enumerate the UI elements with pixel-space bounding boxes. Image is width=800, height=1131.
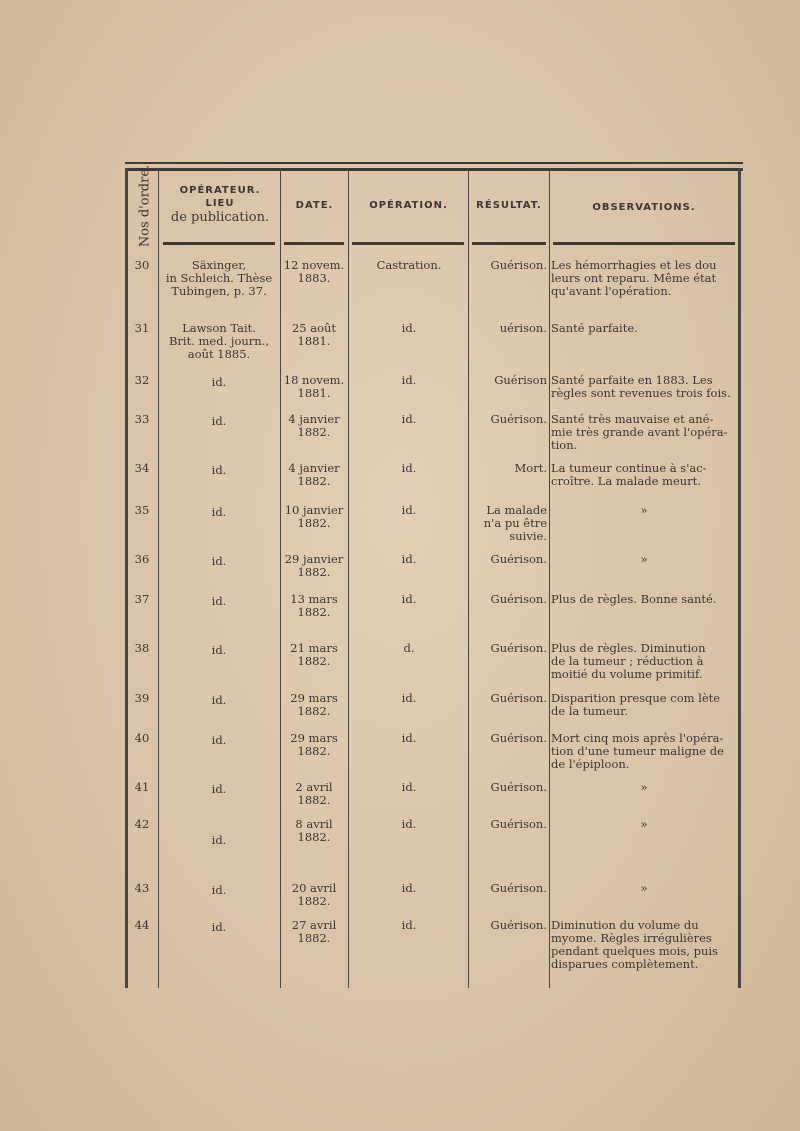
row-date: 29 mars 1882. (290, 731, 338, 758)
row-operateur: Lawson Tait. Brit. med. journ., août 1885. (168, 321, 270, 361)
row-operateur: Säxinger, in Schleich. Thèse Tubingen, p. 37. (165, 258, 273, 298)
observation-table (125, 162, 743, 988)
column-divider (158, 168, 159, 988)
row-date: 2 avril 1882. (295, 780, 333, 807)
row-operation: Castration. (376, 258, 442, 272)
row-operateur: id. (211, 782, 227, 796)
row-date: 29 mars 1882. (290, 691, 338, 718)
row-resultat: Guérison. (490, 592, 547, 606)
row-observations: Santé très mauvaise et ané- mie très grande avant l'opéra- tion. (551, 412, 728, 452)
column-divider (549, 168, 550, 988)
row-observations: » (640, 552, 648, 566)
header-date: DATE. (295, 200, 334, 211)
row-observations: Plus de règles. Bonne santé. (551, 592, 717, 606)
row-operateur: id. (211, 554, 227, 568)
row-resultat: Guérison. (490, 731, 547, 745)
row-number: 38 (134, 641, 150, 655)
row-number: 34 (134, 461, 150, 475)
row-operateur: id. (211, 883, 227, 897)
header-rule (553, 242, 735, 245)
row-operation: d. (403, 641, 415, 655)
header-rule (352, 242, 464, 245)
row-observations: Plus de règles. Diminution de la tumeur ; réduction à moitié du volume primitif. (551, 641, 706, 681)
row-resultat: Guérison. (490, 918, 547, 932)
row-resultat: Guérison. (490, 881, 547, 895)
row-operation: id. (401, 321, 417, 335)
row-number: 36 (134, 552, 150, 566)
row-observations: » (640, 881, 648, 895)
row-number: 42 (134, 817, 150, 831)
row-observations: » (640, 503, 648, 517)
column-divider (738, 168, 741, 988)
row-operation: id. (401, 817, 417, 831)
row-number: 43 (134, 881, 150, 895)
row-resultat: Guérison. (490, 641, 547, 655)
column-divider (125, 168, 128, 988)
row-observations: Disparition presque com lète de la tumeur. (551, 691, 721, 718)
row-number: 41 (134, 780, 150, 794)
row-operateur: id. (211, 463, 227, 477)
row-date: 25 août 1881. (291, 321, 337, 348)
row-resultat: Guérison. (490, 258, 547, 272)
row-operateur: id. (211, 693, 227, 707)
header-rule (163, 242, 275, 245)
row-operation: id. (401, 552, 417, 566)
row-operation: id. (401, 592, 417, 606)
row-date: 12 novem. 1883. (283, 258, 345, 285)
row-date: 27 avril 1882. (291, 918, 337, 945)
row-operateur: id. (211, 920, 227, 934)
row-operateur: id. (211, 594, 227, 608)
row-date: 21 mars 1882. (290, 641, 338, 668)
table-top-rule-thick (125, 168, 743, 171)
table-top-rule (125, 162, 743, 164)
row-date: 13 mars 1882. (290, 592, 338, 619)
row-observations: Mort cinq mois après l'opéra- tion d'une tumeur maligne de de l'épiploon. (551, 731, 724, 771)
row-operateur: id. (211, 375, 227, 389)
row-number: 39 (134, 691, 150, 705)
row-observations: Les hémorrhagies et les dou leurs ont reparu. Même état qu'avant l'opération. (551, 258, 717, 298)
row-operation: id. (401, 691, 417, 705)
row-operation: id. (401, 918, 417, 932)
row-operateur: id. (211, 833, 227, 847)
row-resultat: Guérison. (490, 780, 547, 794)
row-resultat: Guérison. (490, 412, 547, 426)
column-divider (348, 168, 349, 988)
row-observations: La tumeur continue à s'ac- croître. La malade meurt. (551, 461, 707, 488)
row-number: 35 (134, 503, 150, 517)
header-resultat: RÉSULTAT. (476, 200, 542, 211)
row-number: 37 (134, 592, 150, 606)
row-operateur: id. (211, 505, 227, 519)
header-rule (472, 242, 546, 245)
column-divider (468, 168, 469, 988)
row-number: 32 (134, 373, 150, 387)
row-operation: id. (401, 731, 417, 745)
row-observations: Santé parfaite en 1883. Les règles sont revenues trois fois. (551, 373, 731, 400)
header-operation: OPÉRATION. (369, 200, 448, 211)
row-date: 29 janvier 1882. (284, 552, 344, 579)
row-number: 31 (134, 321, 150, 335)
row-number: 30 (134, 258, 150, 272)
row-number: 44 (134, 918, 150, 932)
row-resultat: Guérison. (490, 817, 547, 831)
row-operation: id. (401, 881, 417, 895)
row-observations: Santé parfaite. (551, 321, 638, 335)
row-date: 10 janvier 1882. (284, 503, 344, 530)
row-operateur: id. (211, 643, 227, 657)
row-operateur: id. (211, 414, 227, 428)
row-date: 4 janvier 1882. (288, 461, 340, 488)
header-operateur: OPÉRATEUR. LIEU de publication. (170, 185, 270, 225)
header-observations: OBSERVATIONS. (592, 202, 696, 213)
row-observations: Diminution du volume du myome. Règles irrégulières pendant quelques mois, puis disparues complètement. (551, 918, 718, 971)
row-resultat: Guérison. (490, 552, 547, 566)
row-resultat: Guérison (494, 373, 547, 387)
header-num: Nos d'ordre. (137, 164, 153, 248)
row-operation: id. (401, 503, 417, 517)
row-date: 20 avril 1882. (291, 881, 337, 908)
row-resultat: La malade n'a pu être suivie. (483, 503, 547, 543)
row-operation: id. (401, 780, 417, 794)
row-observations: » (640, 817, 648, 831)
row-operateur: id. (211, 733, 227, 747)
row-date: 4 janvier 1882. (288, 412, 340, 439)
row-resultat: Guérison. (490, 691, 547, 705)
row-date: 8 avril 1882. (295, 817, 333, 844)
row-operation: id. (401, 412, 417, 426)
row-date: 18 novem. 1881. (283, 373, 345, 400)
row-resultat: Mort. (514, 461, 547, 475)
row-resultat: uérison. (499, 321, 547, 335)
row-observations: » (640, 780, 648, 794)
row-operation: id. (401, 461, 417, 475)
header-rule (284, 242, 344, 245)
row-operation: id. (401, 373, 417, 387)
row-number: 40 (134, 731, 150, 745)
row-number: 33 (134, 412, 150, 426)
